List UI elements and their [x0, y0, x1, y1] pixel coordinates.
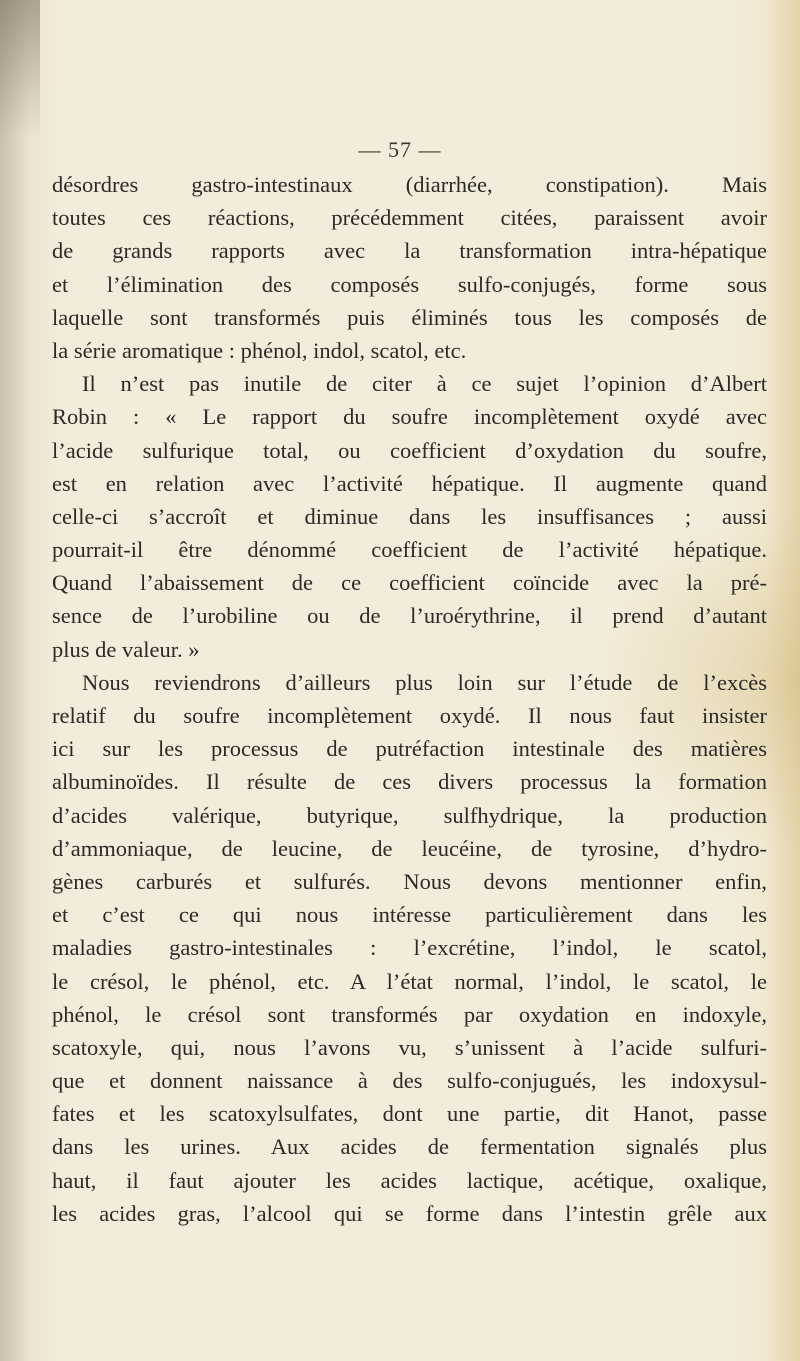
- text-line: gènes carburés et sulfurés. Nous devons mentionner enfin,: [52, 868, 767, 894]
- text-line: les acides gras, l’alcool qui se forme dans l’intestin grêle aux: [52, 1200, 767, 1226]
- text-line: le crésol, le phénol, etc. A l’état normal, l’indol, le scatol, le: [52, 968, 767, 994]
- body-text: [52, 168, 767, 1230]
- page-edge-shadow: [0, 0, 40, 140]
- text-line: d’acides valérique, butyrique, sulfhydrique, la production: [52, 802, 767, 828]
- text-line: relatif du soufre incomplètement oxydé. Il nous faut insister: [52, 703, 767, 728]
- text-line: Nous reviendrons d’ailleurs plus loin sur l’étude de l’excès: [82, 669, 767, 695]
- text-line: phénol, le crésol sont transformés par oxydation en indoxyle,: [52, 1001, 767, 1027]
- text-line: pourrait-il être dénommé coefficient de l’activité hépatique.: [52, 537, 767, 563]
- text-line: et l’élimination des composés sulfo-conjugés, forme sous: [52, 271, 767, 297]
- text-line: l’acide sulfurique total, ou coefficient d’oxydation du soufre,: [52, 437, 767, 463]
- text-line: d’ammoniaque, de leucine, de leucéine, de tyrosine, d’hydro-: [52, 835, 767, 861]
- page-number: — 57 —: [358, 137, 442, 162]
- text-line: toutes ces réactions, précédemment citées, paraissent avoir: [52, 205, 767, 231]
- text-line: est en relation avec l’activité hépatique. Il augmente quand: [52, 470, 767, 496]
- text-line: laquelle sont transformés puis éliminés tous les composés de: [52, 304, 767, 330]
- text-line: plus de valeur. »: [52, 636, 200, 662]
- text-line: et c’est ce qui nous intéresse particulièrement dans les: [52, 902, 767, 928]
- text-line: albuminoïdes. Il résulte de ces divers processus la formation: [52, 769, 767, 795]
- text-line: Robin : « Le rapport du soufre incomplètement oxydé avec: [52, 404, 767, 430]
- text-line: désordres gastro-intestinaux (diarrhée, constipation). Mais: [52, 172, 767, 197]
- text-line: scatoxyle, qui, nous l’avons vu, s’unissent à l’acide sulfuri-: [52, 1034, 767, 1060]
- text-line: ici sur les processus de putréfaction intestinale des matières: [52, 736, 767, 762]
- text-line: dans les urines. Aux acides de fermentation signalés plus: [52, 1134, 767, 1160]
- text-line: haut, il faut ajouter les acides lactique, acétique, oxalique,: [52, 1167, 767, 1193]
- text-line: maladies gastro-intestinales : l’excrétine, l’indol, le scatol,: [52, 935, 767, 961]
- text-line: que et donnent naissance à des sulfo-conjugués, les indoxysul-: [52, 1068, 767, 1094]
- text-line: sence de l’urobiline ou de l’uroérythrine, il prend d’autant: [52, 603, 767, 629]
- text-line: de grands rapports avec la transformation intra-hépatique: [52, 238, 767, 264]
- text-line: la série aromatique : phénol, indol, scatol, etc.: [52, 337, 467, 363]
- text-line: Quand l’abaissement de ce coefficient coïncide avec la pré-: [52, 570, 767, 596]
- text-line: celle-ci s’accroît et diminue dans les insuffisances ; aussi: [52, 503, 767, 529]
- text-line: Il n’est pas inutile de citer à ce sujet l’opinion d’Albert: [82, 371, 767, 397]
- text-line: fates et les scatoxylsulfates, dont une partie, dit Hanot, passe: [52, 1101, 767, 1127]
